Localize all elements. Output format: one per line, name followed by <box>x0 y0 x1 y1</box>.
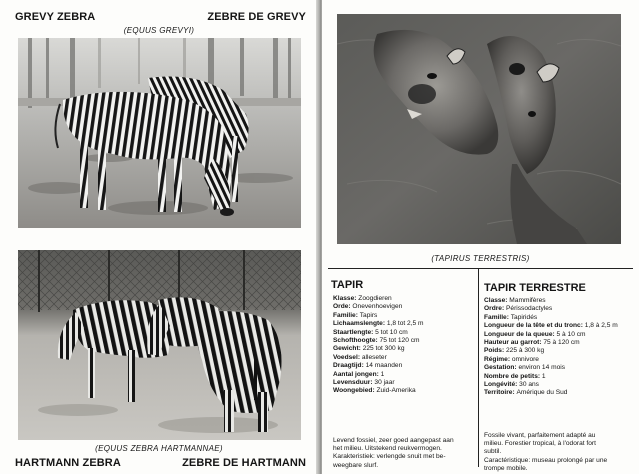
tapir-french-title: TAPIR TERRESTRE <box>484 282 586 294</box>
hartmann-zebra-photo <box>18 250 301 440</box>
dutch-fact-row: Orde: Onevenhoevigen <box>333 303 403 311</box>
right-page <box>322 0 639 474</box>
dutch-fact-row: Voedsel: alleseter <box>333 353 387 361</box>
dutch-fact-row: Staartlengte: 5 tot 10 cm <box>333 328 408 336</box>
french-fact-row: Ordre: Périssodactyles <box>484 305 553 313</box>
dutch-fact-row: Draagtijd: 14 maanden <box>333 362 403 370</box>
french-fact-row: Longévité: 30 ans <box>484 381 539 389</box>
french-fact-list <box>484 297 618 398</box>
french-fact-row: Classe: Mammifères <box>484 297 546 304</box>
dutch-fact-list <box>333 295 424 396</box>
french-fact-row: Nombre de petits: 1 <box>484 372 546 380</box>
french-fact-row: Hauteur au garrot: 75 à 120 cm <box>484 339 580 347</box>
dutch-fact-row: Levensduur: 30 jaar <box>333 379 395 387</box>
hartmann-zebra-title: HARTMANN ZEBRA <box>15 457 121 469</box>
grevy-zebra-photo <box>18 38 301 228</box>
dutch-fact-row: Lichaamslengte: 1,8 tot 2,5 m <box>333 320 424 328</box>
dutch-fact-row: Schofthoogte: 75 tot 120 cm <box>333 337 420 345</box>
grevy-latin-name: (EQUUS GREVYI) <box>123 26 195 35</box>
dutch-fact-row: Familie: Tapirs <box>333 311 378 319</box>
tapir-photo <box>337 14 621 244</box>
french-fact-row: Territoire: Amérique du Sud <box>484 389 568 397</box>
dutch-fact-row: Woongebied: Zuid-Amerika <box>333 387 416 395</box>
dutch-fact-row: Aantal jongen: 1 <box>333 370 385 378</box>
french-description: Fossile vivant, parfaitement adapté au milieu. Forestier tropical, à l'odorat fort subtil. Caractéristique: museau prolongé par une trompe mobile. <box>484 432 608 472</box>
column-divider <box>478 269 479 467</box>
french-fact-row: Longueur de la queue: 5 à 10 cm <box>484 330 586 338</box>
zebre-de-grevy-title: ZEBRE DE GREVY <box>207 11 306 23</box>
tapir-latin-name: (TAPIRUS TERRESTRIS) <box>431 254 530 263</box>
hartmann-latin-name: (EQUUS ZEBRA HARTMANNAE) <box>95 444 223 453</box>
french-fact-row: Régime: omnivore <box>484 355 539 363</box>
french-fact-row: Longueur de la tête et du tronc: 1,8 à 2,5 m <box>484 322 618 330</box>
dutch-fact-row: Klasse: Zoogdieren <box>333 295 392 302</box>
tapir-dutch-title: TAPIR <box>331 279 364 291</box>
grevy-zebra-title: GREVY ZEBRA <box>15 11 96 23</box>
french-fact-row: Poids: 225 à 300 kg <box>484 347 545 355</box>
dutch-description: Levend fossiel, zeer goed aangepast aan het milieu. Uitstekend reukvermogen. Karakteristiek: verlengde snuit met be- weegbare slurf. <box>333 437 454 469</box>
french-fact-row: Famille: Tapiridés <box>484 313 538 321</box>
dutch-fact-row: Gewicht: 225 tot 300 kg <box>333 345 405 353</box>
french-fact-row: Gestation: environ 14 mois <box>484 364 565 372</box>
zebre-de-hartmann-title: ZEBRE DE HARTMANN <box>182 457 306 469</box>
horizontal-divider <box>328 268 633 269</box>
left-page <box>0 0 318 474</box>
